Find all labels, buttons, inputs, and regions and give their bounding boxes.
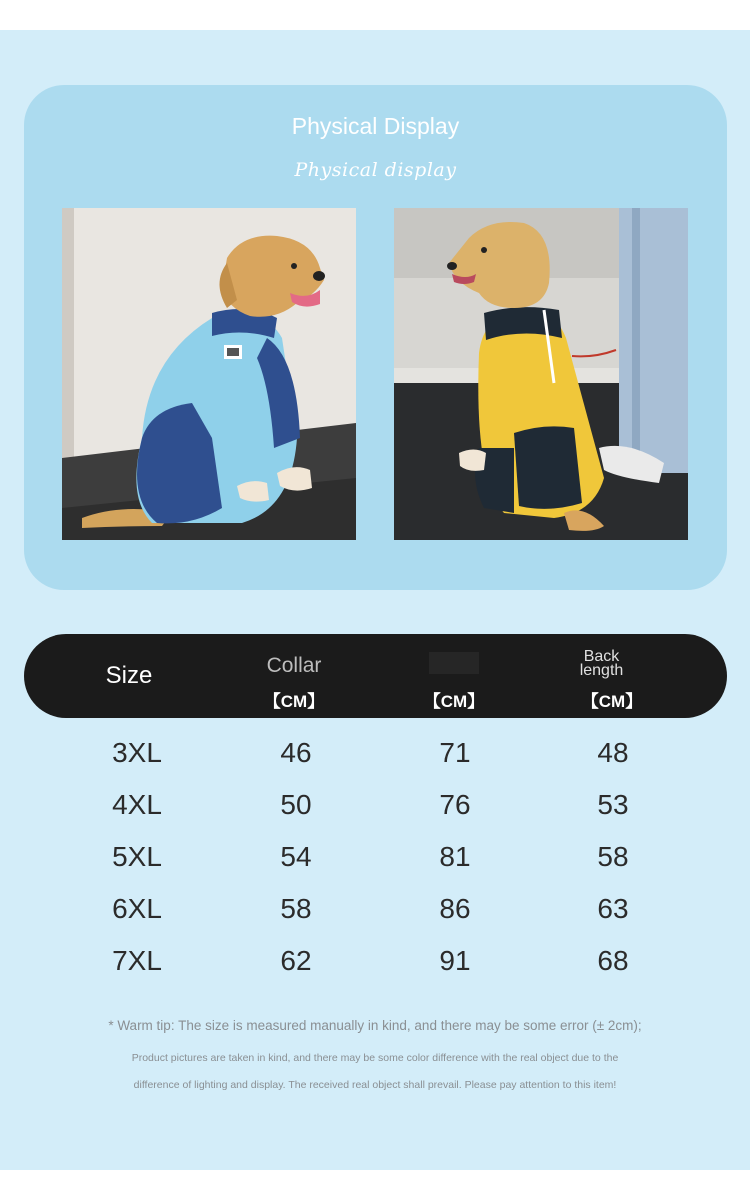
- cell-chest: 81: [439, 841, 471, 872]
- cell-collar: 50: [280, 789, 312, 820]
- header-back-unit: 【CM】: [581, 692, 643, 711]
- cell-size: 6XL: [112, 893, 162, 924]
- cell-collar: 46: [280, 737, 312, 768]
- cell-back-length: 48: [597, 737, 629, 768]
- dog-photo-yellow-suit: [394, 208, 688, 540]
- color-note-line-2: difference of lighting and display. The received real object shall prevail. Please pay attention to this item!: [133, 1079, 617, 1091]
- header-collar: Collar: [266, 654, 322, 677]
- cell-size: 7XL: [112, 945, 162, 976]
- table-row: [0, 945, 750, 997]
- header-chest-unit: 【CM】: [423, 692, 485, 711]
- cell-collar: 58: [280, 893, 312, 924]
- cell-size: 3XL: [112, 737, 162, 768]
- product-detail-page: [0, 30, 750, 1170]
- display-title: Physical Display: [291, 113, 460, 139]
- cell-collar: 54: [280, 841, 312, 872]
- table-row: [0, 841, 750, 893]
- cell-collar: 62: [280, 945, 312, 976]
- display-subtitle: Physical display: [294, 159, 457, 181]
- cell-chest: 71: [439, 737, 471, 768]
- size-table-header: [24, 634, 727, 718]
- header-size: Size: [105, 662, 153, 689]
- cell-chest: 91: [439, 945, 471, 976]
- cell-size: 4XL: [112, 789, 162, 820]
- table-row: [0, 893, 750, 945]
- table-row: [0, 737, 750, 789]
- header-back-length: Back length: [579, 648, 624, 679]
- cell-back-length: 63: [597, 893, 629, 924]
- header-chest-label-blurred: [429, 652, 479, 674]
- header-collar-unit: 【CM】: [263, 692, 325, 711]
- cell-back-length: 53: [597, 789, 629, 820]
- cell-back-length: 68: [597, 945, 629, 976]
- color-note-line-1: Product pictures are taken in kind, and there may be some color difference with the real object due to the: [131, 1052, 619, 1064]
- cell-chest: 86: [439, 893, 471, 924]
- cell-size: 5XL: [112, 841, 162, 872]
- cell-back-length: 58: [597, 841, 629, 872]
- dog-photo-blue-suit: [62, 208, 356, 540]
- physical-display-card: [24, 85, 727, 590]
- warm-tip: * Warm tip: The size is measured manually in kind, and there may be some error (± 2cm);: [108, 1018, 642, 1033]
- table-row: [0, 789, 750, 841]
- cell-chest: 76: [439, 789, 471, 820]
